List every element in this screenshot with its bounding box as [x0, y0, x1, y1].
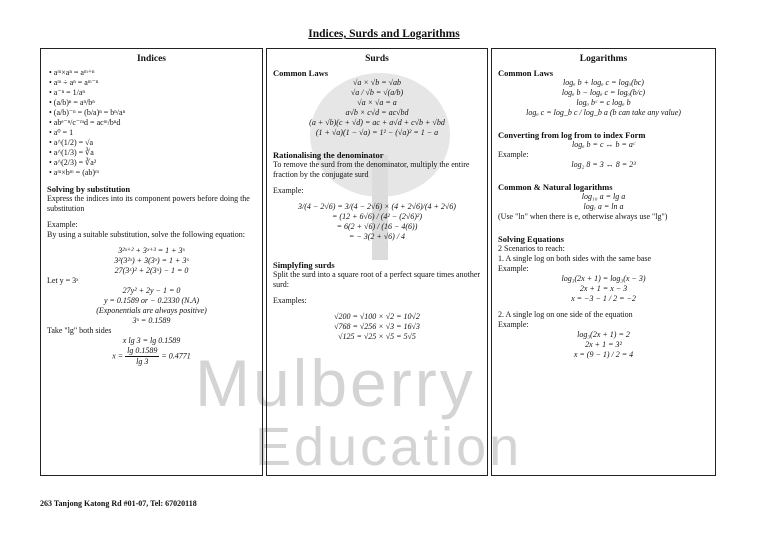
let-text: Let y = 3ˣ — [47, 276, 79, 285]
indices-law: • aᵐ×bᵐ = (ab)ᵐ — [49, 168, 99, 177]
convert-example: log₂ 8 = 3 ↔ 8 = 2³ — [571, 160, 636, 169]
take-lg-text: Take "lg" both sides — [47, 326, 112, 335]
scenario-1-example: Example: — [498, 264, 529, 273]
surds-example-label: Example: — [273, 186, 304, 195]
indices-law: • (a/b)ⁿ = aⁿ/bⁿ — [49, 98, 95, 107]
solve-equation: y = 0.1589 or − 0.2330 (N.A) — [103, 296, 199, 305]
indices-law: • (a/b)⁻ⁿ = (b/a)ⁿ = bⁿ/aⁿ — [49, 108, 126, 117]
scenario-2-equation: log₃(2x + 1) = 2 — [577, 330, 630, 339]
surds-law: a√b × c√d = ac√bd — [345, 108, 409, 117]
convert-heading: Converting from log from to index Form — [498, 130, 646, 140]
surds-law: √a / √b = √(a/b) — [350, 88, 404, 97]
example-label: Example: — [47, 220, 78, 229]
indices-law: • a⁰ = 1 — [49, 128, 74, 137]
surds-common-laws: Common Laws — [273, 68, 329, 78]
logs-panel — [491, 48, 716, 476]
watermark-text-2: Education — [255, 417, 523, 477]
surds-law: (a + √b)(c + √d) = ac + a√d + c√b + √bd — [309, 118, 445, 127]
indices-law: • aᵐ×aⁿ = aᵐ⁺ⁿ — [49, 68, 95, 77]
logs-law: logₐ b − logₐ c = logₐ(b/c) — [561, 88, 646, 97]
watermark-text: Mulberry — [195, 346, 476, 420]
solve-equation: 3ˣ = 0.1589 — [132, 316, 171, 325]
lg-equation: x lg 3 = lg 0.1589 — [122, 336, 181, 345]
final-lhs: x = — [112, 351, 124, 361]
indices-law: • aᵐ ÷ aⁿ = aᵐ⁻ⁿ — [49, 78, 99, 87]
example-text: By using a suitable substitution, solve the following equation: — [47, 230, 245, 239]
scenario-2: 2. A single log on one side of the equation — [498, 310, 633, 319]
surds-law: √a × √b = √ab — [353, 78, 401, 87]
surds-law: √a × √a = a — [357, 98, 397, 107]
example-equation: 3²(3²ˣ) + 3(3ˣ) = 1 + 3ˣ — [114, 256, 189, 265]
rationalising-equation: = − 3(2 + √6) / 4 — [348, 232, 406, 241]
logs-heading: Logarithms — [579, 54, 628, 64]
logs-law: logₐ bᶜ = c logₐ b — [576, 98, 631, 107]
simplifying-text: Split the surd into a square root of a perfect square times another surd: — [273, 270, 481, 289]
scenario-2-equation: 2x + 1 = 3² — [585, 340, 622, 349]
natural-equation: log₁₀ a = lg a — [581, 192, 626, 201]
convert-example-label: Example: — [498, 150, 529, 159]
logs-common-laws: Common Laws — [498, 68, 554, 78]
indices-law: • a^(2/3) = ∛a² — [49, 158, 97, 167]
surds-heading: Surds — [365, 54, 389, 64]
indices-law: • a⁻ⁿ = 1/aⁿ — [49, 88, 85, 97]
scenario-2-example: Example: — [498, 320, 529, 329]
surds-law: (1 + √a)(1 − √a) = 1² − (√a)² = 1 − a — [315, 128, 439, 137]
rationalising-equation: = 6(2 + √6) / (16 − 4(6)) — [336, 222, 418, 231]
scenario-1-equation: 2x + 1 = x − 3 — [579, 284, 628, 293]
scenario-1-equation: x = −3 − 1 / 2 = −2 — [571, 294, 636, 303]
simplifying-heading: Simplyfing surds — [273, 260, 335, 270]
solve-equation: (Exponentials are always positive) — [96, 306, 207, 315]
scenario-2-equation: x = (9 − 1) / 2 = 4 — [573, 350, 634, 359]
page-title: Indices, Surds and Logarithms — [308, 28, 460, 40]
indices-law: • a^(1/2) = √a — [49, 138, 94, 147]
indices-heading: Indices — [136, 54, 167, 64]
example-equation: 3²ˣ⁺² + 3ˣ⁺³ = 1 + 3ˣ — [118, 246, 185, 255]
example-equation: 27(3ˣ)² + 2(3ˣ) − 1 = 0 — [114, 266, 189, 275]
surds-examples-label: Examples: — [273, 296, 307, 305]
simplifying-equation: √768 = √256 × √3 = 16√3 — [334, 322, 420, 331]
indices-law: • abᵉ⁻ⁿ/c⁻ᵐd = acᵐ/bⁿd — [49, 118, 121, 127]
final-fraction — [125, 346, 159, 367]
footer-address: 263 Tanjong Katong Rd #01-07, Tel: 67020118 — [40, 499, 197, 508]
logs-law: logₐ b + logₐ c = logₐ(bc) — [563, 78, 644, 87]
substitution-heading: Solving by substitution — [47, 184, 131, 194]
solving-heading: Solving Equations — [498, 234, 564, 244]
final-denominator: lg 3 — [136, 357, 149, 366]
rationalising-heading: Rationalising the denominator — [273, 150, 384, 160]
substitution-text: Express the indices into its component powers before doing the substitution — [47, 194, 250, 213]
final-numerator: lg 0.1589 — [127, 346, 158, 355]
final-value: = 0.4771 — [161, 351, 191, 361]
surds-panel — [266, 48, 488, 476]
scenario-1-equation: log₃(2x + 1) = log₃(x − 3) — [561, 274, 646, 283]
rationalising-equation: 3/(4 − 2√6) = 3/(4 − 2√6) × (4 + 2√6)/(4 + 2√6) — [298, 202, 456, 211]
simplifying-equation: √125 = √25 × √5 = 5√5 — [338, 332, 416, 341]
convert-equation: logₐ b = c ↔ b = aᶜ — [571, 140, 635, 149]
final-equation — [47, 346, 256, 367]
natural-heading: Common & Natural logarithms — [498, 182, 613, 192]
logs-law: logₐ c = log_b c / log_b a (b can take any value) — [526, 108, 681, 117]
solve-equation: 27y² + 2y − 1 = 0 — [122, 286, 181, 295]
scenarios-text: 2 Scenarios to reach: — [498, 244, 565, 253]
scenario-1: 1. A single log on both sides with the same base — [498, 254, 652, 263]
natural-note: (Use "ln" when there is e, otherwise always use "lg") — [498, 212, 668, 221]
simplifying-equation: √200 = √100 × √2 = 10√2 — [334, 312, 420, 321]
indices-law: • a^(1/3) = ∛a — [49, 148, 94, 157]
indices-panel — [40, 48, 263, 476]
rationalising-equation: = (12 + 6√6) / (4² − (2√6)²) — [332, 212, 422, 221]
rationalising-text: To remove the surd from the denominator, multiply the entire fraction by the conjugate surd — [273, 160, 470, 179]
natural-equation: logₑ a = ln a — [583, 202, 624, 211]
